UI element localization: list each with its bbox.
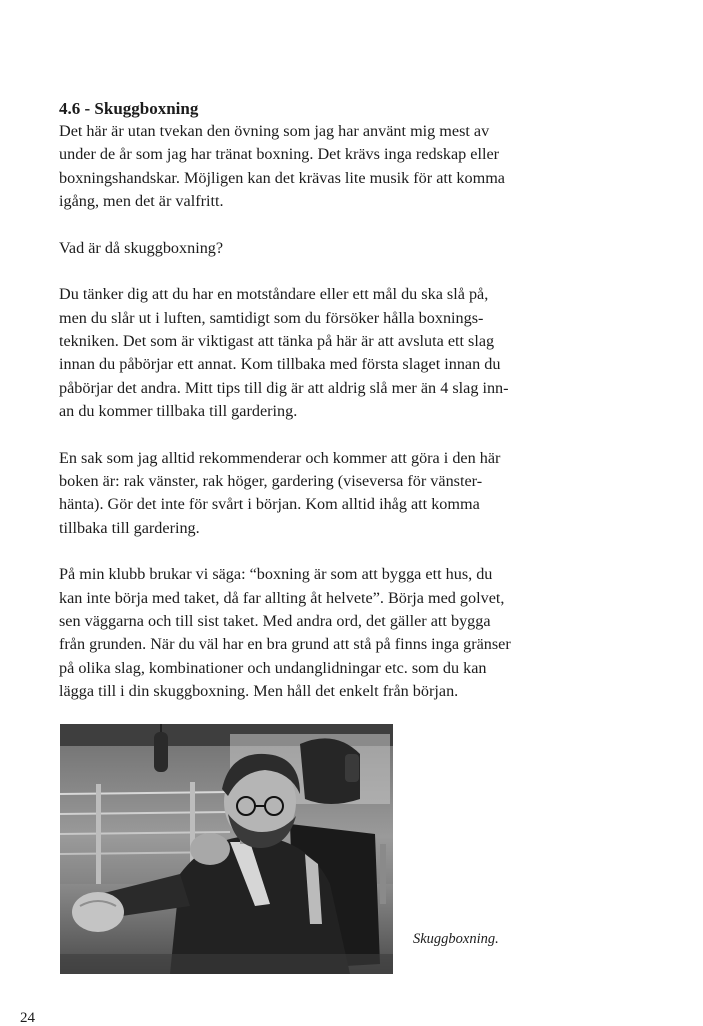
shadowboxing-photo: [60, 724, 393, 974]
text-line: igång, men det är valfritt.: [59, 191, 224, 210]
paragraph-4: [59, 447, 619, 540]
paragraph-3: [59, 283, 619, 423]
text-line: innan du påbörjar ett annat. Kom tillbaka med första slaget innan du: [59, 355, 501, 374]
text-line: tillbaka till gardering.: [59, 518, 200, 537]
text-line: an du kommer tillbaka till gardering.: [59, 401, 298, 420]
text-line: lägga till i din skuggboxning. Men håll det enkelt från början.: [59, 681, 459, 700]
text-line: boxningshandskar. Möjligen kan det krävas lite musik för att komma: [59, 168, 505, 187]
text-line: Det här är utan tvekan den övning som jag har använt mig mest av: [59, 122, 490, 140]
page-number: 24: [20, 1010, 35, 1026]
text-line: under de år som jag har tränat boxning. Det krävs inga redskap eller: [59, 145, 500, 164]
text-line: på olika slag, kombinationer och undanglidningar etc. som du kan: [59, 658, 487, 677]
text-line: tekniken. Det som är viktigast att tänka på här är att avsluta ett slag: [59, 332, 495, 351]
text-line: Du tänker dig att du har en motståndare eller ett mål du ska slå på,: [59, 285, 489, 304]
text-line: påbörjar det andra. Mitt tips till dig är att aldrig slå mer än 4 slag inn-: [59, 378, 509, 397]
text-line: men du slår ut i luften, samtidigt som du försöker hålla boxnings-: [59, 308, 484, 327]
text-line: kan inte börja med taket, då far allting åt helvete”. Börja med golvet,: [59, 588, 505, 607]
paragraph-1: [59, 120, 619, 213]
text-line: På min klubb brukar vi säga: “boxning är som att bygga ett hus, du: [59, 565, 493, 584]
section-heading: 4.6 - Skuggboxning: [59, 99, 199, 118]
text-line: från grunden. När du väl har en bra grund att stå på finns inga gränser: [59, 635, 511, 654]
photo-caption: Skuggboxning.: [413, 931, 499, 947]
section-body: [59, 98, 619, 727]
text-line: Vad är då skuggboxning?: [59, 238, 224, 257]
text-line: En sak som jag alltid rekommenderar och kommer att göra i den här: [59, 448, 501, 467]
text-line: hänta). Gör det inte för svårt i början. Kom alltid ihåg att komma: [59, 495, 480, 514]
paragraph-5: [59, 563, 619, 703]
paragraph-2: [59, 237, 619, 260]
text-line: sen väggarna och till sist taket. Med andra ord, det gäller att bygga: [59, 612, 491, 631]
text-line: boken är: rak vänster, rak höger, gardering (viseversa för vänster-: [59, 472, 483, 491]
